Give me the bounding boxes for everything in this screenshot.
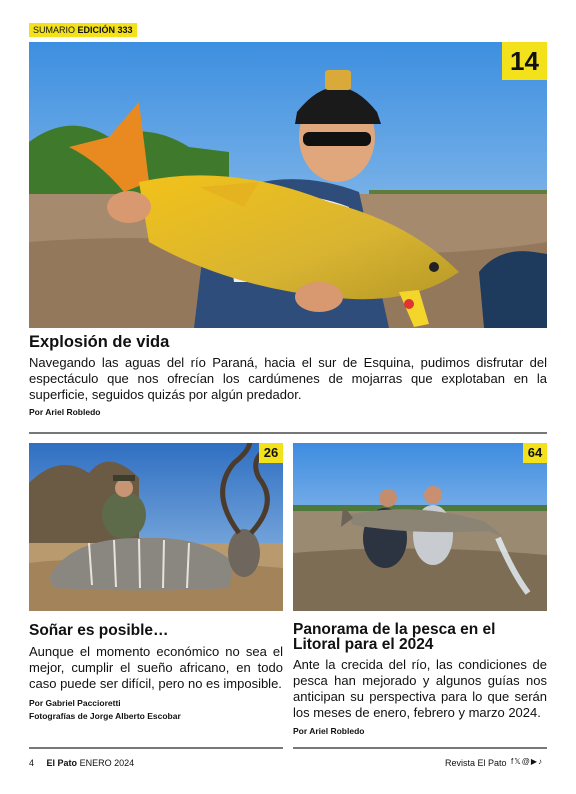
page-badge: 26 — [259, 443, 283, 463]
edition-label: EDICIÓN 333 — [77, 25, 133, 35]
youtube-icon[interactable]: ▶ — [530, 757, 538, 766]
magazine-name: Revista El Pato — [445, 758, 507, 768]
article-title[interactable]: Explosión de vida — [29, 333, 170, 351]
article-byline: Por Ariel Robledo — [293, 726, 365, 736]
section-label: SUMARIO — [33, 25, 76, 35]
article-summary: Ante la crecida del río, las condiciones de pesca han mejorado y algunos guías nos anticipan su perspectiva para lo que serán los meses de enero, febrero y marzo 2024. — [293, 657, 547, 720]
issue-date: ENERO 2024 — [79, 758, 135, 768]
dorado-photo-graphic — [29, 42, 547, 328]
page-number: 4 — [29, 758, 35, 768]
footer-divider-right — [293, 747, 547, 749]
page-badge: 64 — [523, 443, 547, 463]
kudu-photo-graphic — [29, 443, 283, 611]
article-byline: Por Ariel Robledo — [29, 407, 101, 417]
article-title[interactable]: Panorama de la pesca en el Litoral para el 2024 — [293, 621, 496, 653]
section-tag — [29, 23, 137, 37]
folio — [29, 758, 134, 768]
article-summary: Navegando las aguas del río Paraná, hacia el sur de Esquina, pudimos disfrutar del espectáculo que nos ofrecían los cardúmenes de mojarras que explotaban en la superficie, seguidos quizás por algún predador. — [29, 355, 547, 402]
dorado-fish-photo[interactable] — [29, 42, 547, 328]
x-icon[interactable]: 𝕏 — [514, 757, 522, 766]
brand-name: El Pato — [46, 758, 78, 768]
article-title[interactable]: Soñar es posible… — [29, 622, 169, 639]
facebook-icon[interactable]: f — [511, 757, 515, 766]
river-photo-graphic — [293, 443, 547, 611]
river-fishing-photo[interactable] — [293, 443, 547, 611]
kudu-hunt-photo[interactable] — [29, 443, 283, 611]
article-byline: Por Gabriel Paccioretti — [29, 698, 121, 708]
page-badge: 14 — [502, 42, 547, 80]
article-photo-credit: Fotografías de Jorge Alberto Escobar — [29, 711, 181, 721]
social-links — [511, 757, 543, 766]
article-summary: Aunque el momento económico no sea el mejor, cumplir el sueño africano, en todo caso puede ser difícil, pero no es imposible. — [29, 644, 283, 691]
divider — [29, 432, 547, 434]
tiktok-icon[interactable]: ♪ — [537, 757, 543, 766]
threads-icon[interactable]: @ — [521, 757, 531, 766]
footer-divider-left — [29, 747, 283, 749]
